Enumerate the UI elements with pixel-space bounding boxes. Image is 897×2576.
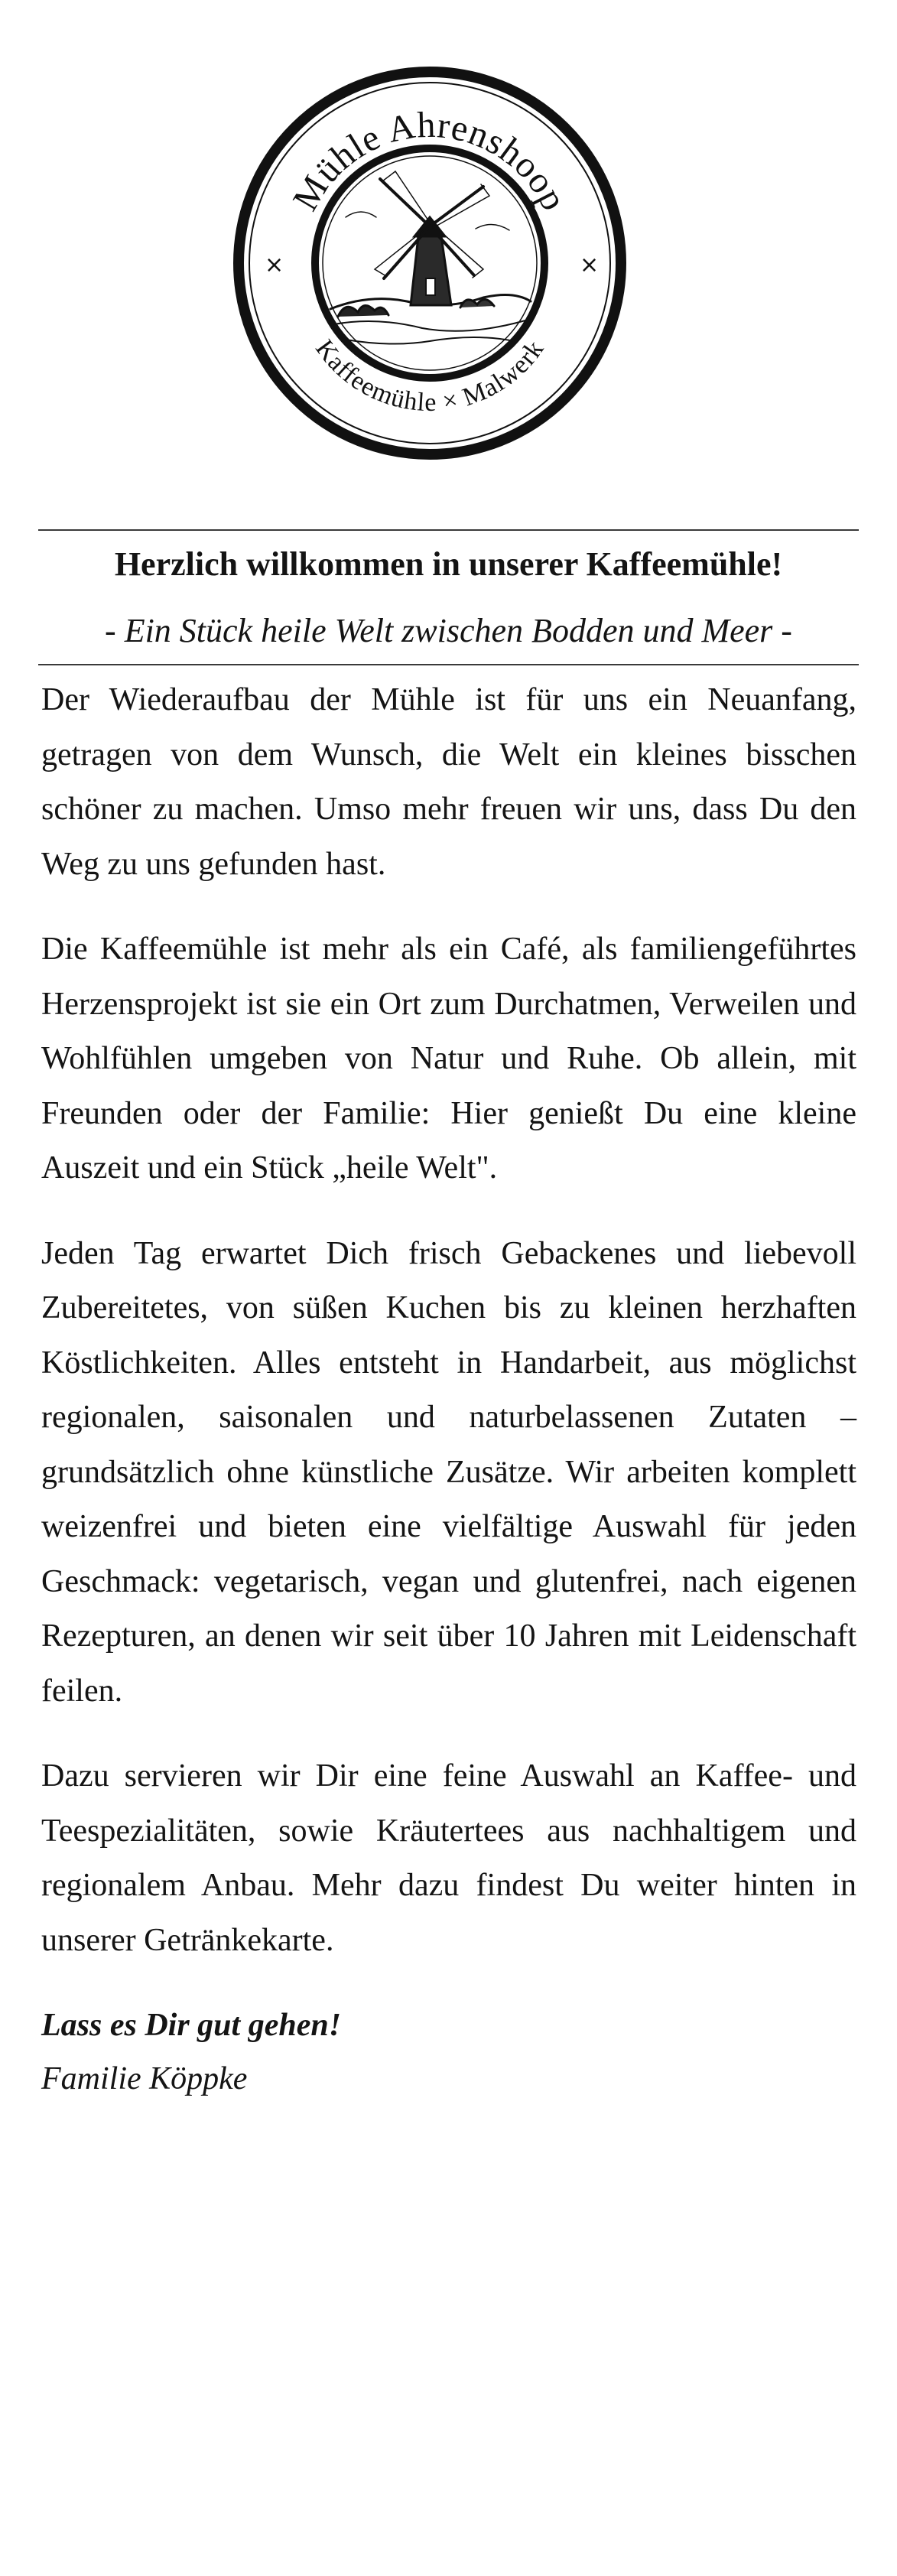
logo-separator-right: × — [580, 252, 600, 278]
logo-arc-bottom-text: Kaffeemühle × Malwerk — [310, 334, 550, 418]
windmill-illustration — [330, 171, 531, 344]
welcome-title: Herzlich willkommen in unserer Kaffeemühle! — [114, 545, 783, 583]
logo-separator-left: × — [265, 252, 284, 278]
signature-greeting: Lass es Dir gut gehen! — [41, 2008, 342, 2043]
header-top-divider — [38, 529, 859, 531]
welcome-subtitle: - Ein Stück heile Welt zwischen Bodden und Meer - — [105, 612, 792, 649]
signature-family: Familie Köppke — [41, 2061, 248, 2096]
welcome-text — [41, 673, 856, 2106]
paragraph-restoration: Der Wiederaufbau der Mühle ist für uns ein Neuanfang, getragen von dem Wunsch, die Welt ein kleines bisschen schöner zu machen. Umso mehr freuen wir uns, dass Du den Weg zu uns gefunden hast. — [41, 682, 856, 882]
logo-arc-top-text: Mühle Ahrenshoop — [284, 104, 575, 218]
paragraph-drinks: Dazu servieren wir Dir eine feine Auswahl an Kaffee- und Teespezialitäten, sowie Kräutertees aus nachhaltigem und regionalem Anbau. Mehr dazu findest Du weiter hinten in unserer Getränkekarte. — [41, 1758, 856, 1958]
cafe-logo — [231, 64, 629, 462]
signature — [41, 1999, 856, 2106]
header-bottom-divider — [38, 664, 859, 665]
paragraph-about-cafe: Die Kaffeemühle ist mehr als ein Café, als familiengeführtes Herzensprojekt ist sie ein Ort zum Durchatmen, Verweilen und Wohlfühlen umgeben von Natur und Ruhe. Ob allein, mit Freunden oder der Familie: Hier genießt Du eine kleine Auszeit und ein Stück „heile Welt". — [41, 932, 856, 1186]
paragraph-food: Jeden Tag erwartet Dich frisch Gebackenes und liebevoll Zubereitetes, von süßen Kuchen bis zu kleinen herzhaften Köstlichkeiten. Alles entsteht in Handarbeit, aus möglichst regionalen, saisonalen und naturbelassenen Zutaten – grundsätzlich ohne künstliche Zusätze. Wir arbeiten komplett weizenfrei und bieten eine vielfältige Auswahl für jeden Geschmack: vegetarisch, vegan und glutenfrei, nach eigenen Rezepturen, an denen wir seit über 10 Jahren mit Leidenschaft feilen. — [41, 1235, 856, 1709]
